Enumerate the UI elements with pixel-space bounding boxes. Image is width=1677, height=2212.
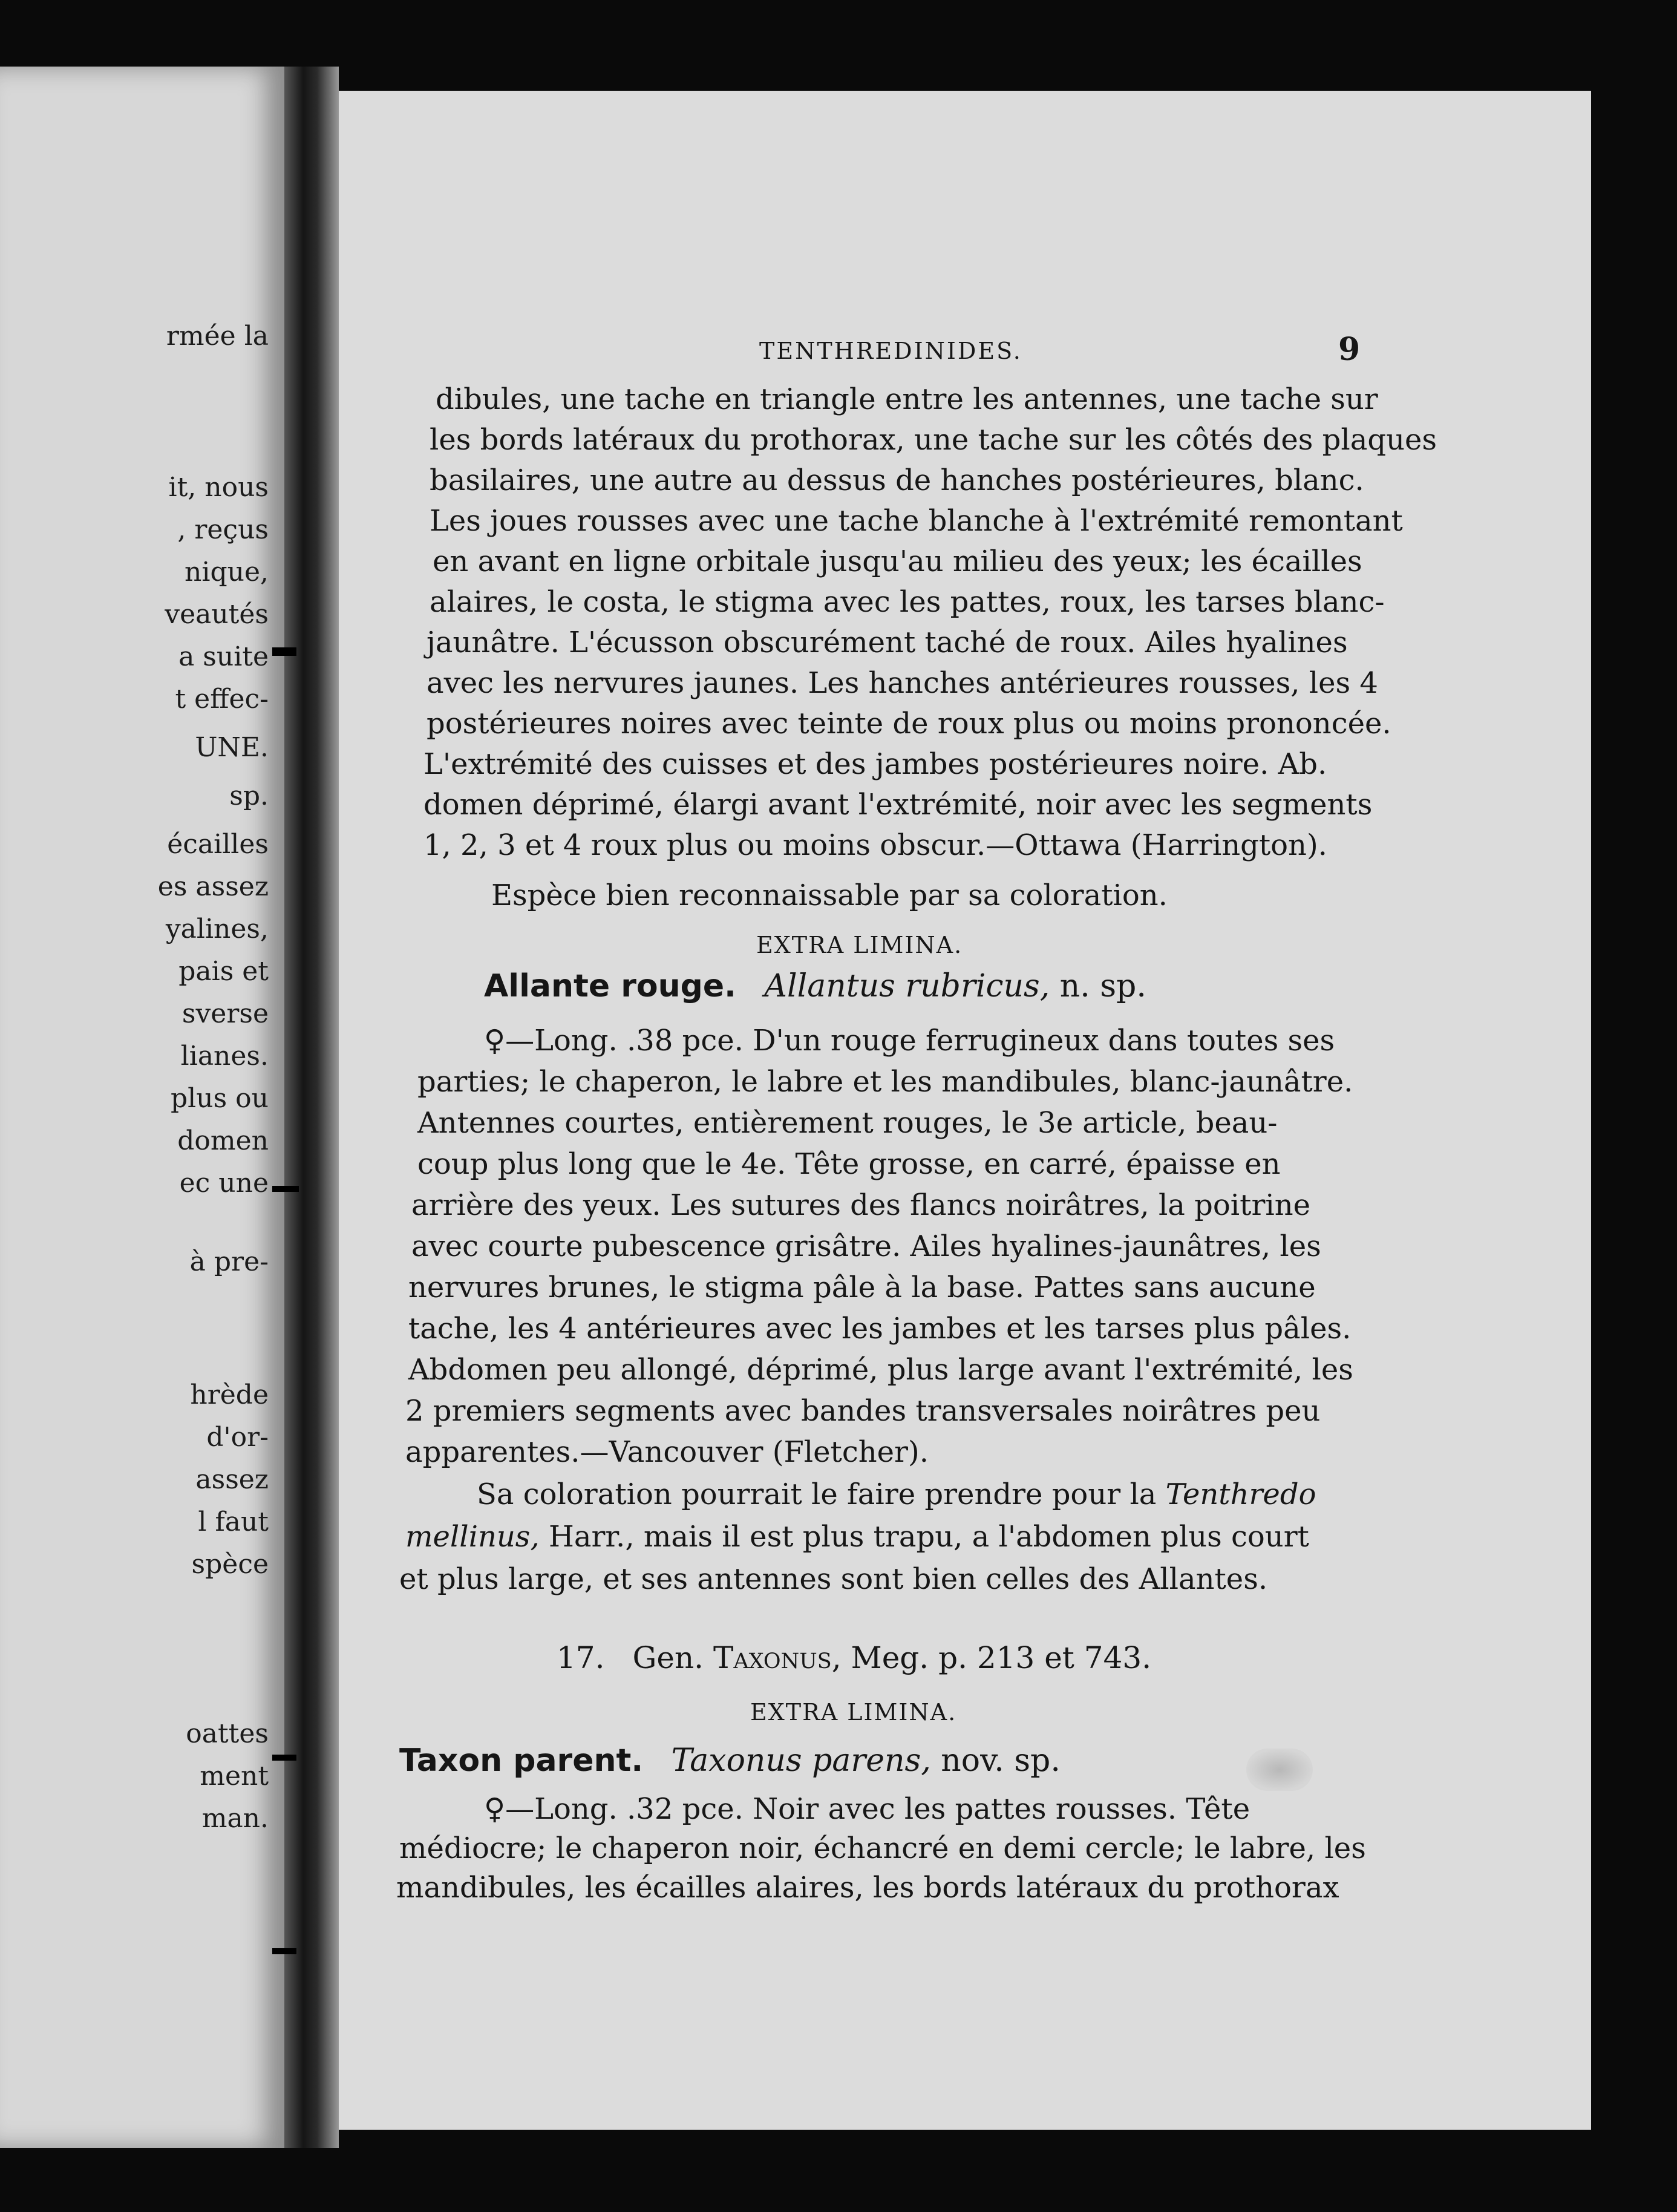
left-page-text-fragment: yalines, [165, 914, 269, 944]
text-line: postérieures noires avec teinte de roux plus ou moins prononcée. [427, 707, 1391, 741]
species-suffix: n. sp. [1059, 968, 1146, 1004]
species-heading [399, 1742, 1061, 1779]
text-line: 2 premiers segments avec bandes transversales noirâtres peu [405, 1394, 1321, 1428]
left-page-text-fragment: oattes [186, 1718, 269, 1749]
text-line: ♀—Long. .38 pce. D'un rouge ferrugineux dans toutes ses [484, 1024, 1335, 1058]
text-line: médiocre; le chaperon noir, échancré en demi cercle; le labre, les [399, 1831, 1366, 1865]
remark-line: Sa coloration pourrait le faire prendre pour la Tenthredo [477, 1477, 1316, 1511]
left-page-text-fragment: sverse [181, 998, 269, 1029]
left-page-text-fragment: , reçus [177, 514, 269, 545]
species-latin-name: Taxonus parens, [671, 1742, 931, 1779]
left-page-text-fragment: it, nous [168, 472, 269, 503]
left-page-text-fragment: man. [201, 1803, 269, 1834]
text-line: tache, les 4 antérieures avec les jambes et les tarses plus pâles. [408, 1312, 1352, 1346]
gutter-mark [272, 1186, 299, 1192]
text-line: domen déprimé, élargi avant l'extrémité, noir avec les segments [423, 788, 1373, 822]
book-gutter [284, 67, 339, 2148]
text-line: en avant en ligne orbitale jusqu'au milieu des yeux; les écailles [433, 545, 1362, 578]
species-heading [484, 968, 1146, 1004]
remark-line: mellinus, Harr., mais il est plus trapu, a l'abdomen plus court [405, 1520, 1309, 1554]
left-page-text-fragment: ec une [179, 1168, 269, 1199]
remark-line: et plus large, et ses antennes sont bien celles des Allantes. [399, 1562, 1268, 1596]
species-suffix: nov. sp. [941, 1742, 1061, 1779]
left-page-text-fragment: lianes. [180, 1041, 269, 1072]
left-page-text-fragment: l faut [198, 1507, 269, 1537]
text-line: apparentes.—Vancouver (Fletcher). [405, 1435, 929, 1469]
left-page-text-fragment: nique, [185, 557, 269, 587]
text-line: ♀—Long. .32 pce. Noir avec les pattes rousses. Tête [484, 1792, 1250, 1826]
left-page-text-fragment: veautés [165, 599, 269, 630]
left-page-text-fragment: pais et [178, 956, 269, 987]
text-line: Les joues rousses avec une tache blanche à l'extrémité remontant [430, 504, 1403, 538]
left-page-text-fragment: rmée la [166, 321, 269, 352]
section-label: EXTRA LIMINA. [756, 932, 963, 958]
genus-heading: 17. Gen. Taxonus, Meg. p. 213 et 743. [557, 1640, 1152, 1675]
left-page-text-fragment: écailles [167, 829, 269, 860]
book-page [339, 91, 1591, 2130]
text-line: alaires, le costa, le stigma avec les pattes, roux, les tarses blanc- [430, 585, 1385, 619]
left-page-text-fragment: d'or- [206, 1422, 269, 1453]
species-common-name: Taxon parent. [399, 1742, 644, 1779]
species-latin-name: Allantus rubricus, [764, 968, 1050, 1004]
text-line: avec les nervures jaunes. Les hanches antérieures rousses, les 4 [427, 666, 1378, 700]
gutter-mark [272, 1755, 296, 1761]
left-page-text-fragment: ment [200, 1761, 269, 1792]
left-page-text-fragment: plus ou [171, 1083, 269, 1114]
text-line: nervures brunes, le stigma pâle à la base. Pattes sans aucune [408, 1271, 1316, 1304]
left-page-text-fragment: sp. [229, 780, 269, 811]
left-page-text-fragment: assez [195, 1464, 269, 1495]
gutter-mark [272, 647, 296, 656]
left-page-text-fragment: es assez [157, 871, 269, 902]
left-page-text-fragment: hrède [190, 1379, 269, 1410]
species-common-name: Allante rouge. [484, 968, 736, 1004]
running-title: TENTHREDINIDES. [759, 338, 1022, 364]
text-line: Antennes courtes, entièrement rouges, le 3e article, beau- [417, 1106, 1278, 1140]
text-line: L'extrémité des cuisses et des jambes postérieures noire. Ab. [423, 747, 1327, 781]
gutter-mark [272, 1948, 296, 1954]
text-line: mandibules, les écailles alaires, les bords latéraux du prothorax [396, 1871, 1339, 1905]
text-line: avec courte pubescence grisâtre. Ailes hyalines-jaunâtres, les [411, 1229, 1321, 1263]
stamp [1246, 1749, 1313, 1791]
page-number: 9 [1338, 331, 1361, 368]
left-page-text-fragment: domen [177, 1125, 269, 1156]
text-line: basilaires, une autre au dessus de hanches postérieures, blanc. [430, 463, 1364, 497]
left-facing-page [0, 67, 284, 2148]
left-page-text-fragment: UNE. [195, 732, 269, 763]
text-line: parties; le chaperon, le labre et les mandibules, blanc-jaunâtre. [417, 1065, 1353, 1099]
text-line: les bords latéraux du prothorax, une tache sur les côtés des plaques [430, 423, 1437, 457]
section-label: EXTRA LIMINA. [750, 1699, 957, 1726]
text-line: dibules, une tache en triangle entre les antennes, une tache sur [436, 382, 1378, 416]
text-line: Abdomen peu allongé, déprimé, plus large avant l'extrémité, les [408, 1353, 1353, 1387]
text-line: 1, 2, 3 et 4 roux plus ou moins obscur.—Ottawa (Harrington). [423, 828, 1327, 862]
text-line: coup plus long que le 4e. Tête grosse, en carré, épaisse en [417, 1147, 1281, 1181]
left-page-text-fragment: spèce [191, 1549, 269, 1580]
text-line: jaunâtre. L'écusson obscurément taché de roux. Ailes hyalines [427, 626, 1348, 659]
text-line: arrière des yeux. Les sutures des flancs noirâtres, la poitrine [411, 1188, 1311, 1222]
left-page-text-fragment: a suite [178, 641, 269, 672]
left-page-text-fragment: t effec- [175, 684, 269, 715]
left-page-text-fragment: à pre- [189, 1246, 269, 1277]
remark-line: Espèce bien reconnaissable par sa coloration. [491, 879, 1168, 912]
